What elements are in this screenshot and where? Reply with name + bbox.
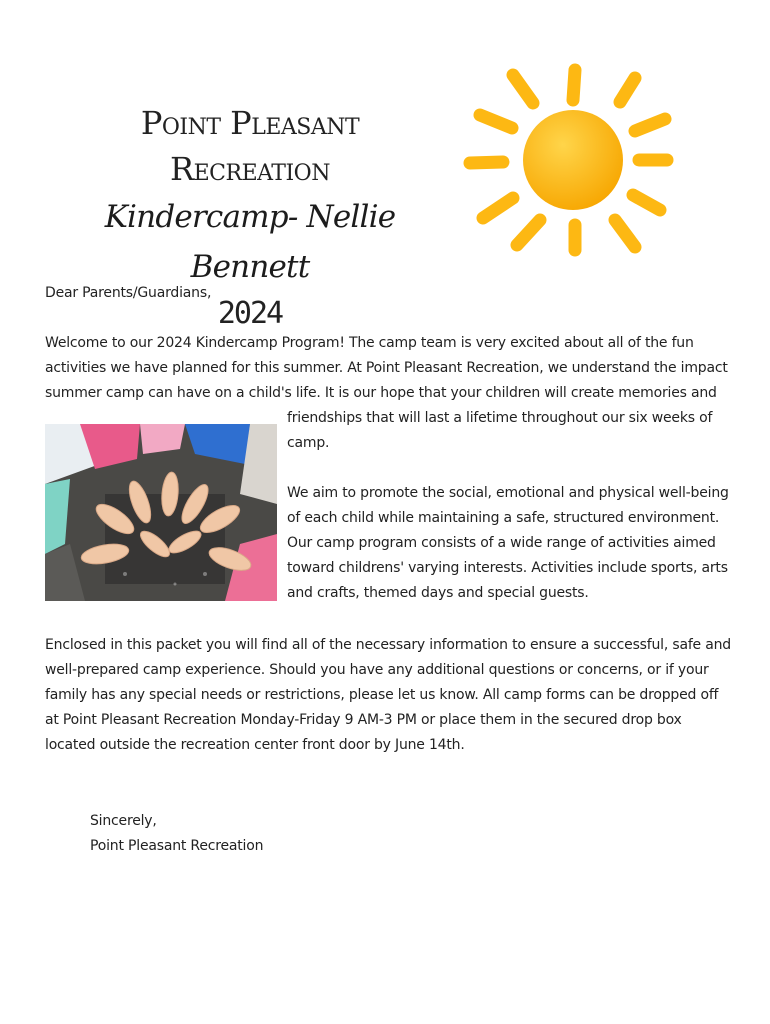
- signature: Point Pleasant Recreation: [90, 838, 264, 854]
- org-title: Point Pleasant Recreation: [140, 104, 360, 188]
- welcome-text-part1: Welcome to our 2024 Kindercamp Program! The camp team is very excited about all of the fun activities we have planned for this summer. At Point Pleasant Recreation, we understand the impact summer camp can have on a child's life. It is our hope that your children will create memories and: [45, 335, 728, 401]
- aim-paragraph: We aim to promote the social, emotional and physical well-being of each child while maintaining a safe, structured environment. Our camp program consists of a wide range of activities aimed toward childrens' varying interests. Activities include sports, arts and crafts, themed days and special guests.: [287, 485, 729, 601]
- program-title: Kindercamp- Nellie Bennett: [104, 199, 396, 285]
- welcome-text-part2: friendships that will last a lifetime throughout our six weeks of camp.: [287, 410, 713, 451]
- sun-icon: [455, 55, 685, 265]
- closing: Sincerely,: [90, 813, 157, 829]
- sun-disc: [523, 110, 623, 210]
- children-hands-photo: [45, 424, 277, 601]
- year-title: 2024: [217, 296, 283, 331]
- greeting: Dear Parents/Guardians,: [45, 285, 212, 301]
- enclosed-paragraph: Enclosed in this packet you will find all of the necessary information to ensure a successful, safe and well-prepared camp experience. Should you have any additional questions or concerns, or if your family has any special needs or restrictions, please let us know. All camp forms can be dropped off at Point Pleasant Recreation Monday-Friday 9 AM-3 PM or place them in the secured drop box located outside the recreation center front door by June 14th.: [45, 637, 731, 753]
- signoff: [90, 809, 263, 859]
